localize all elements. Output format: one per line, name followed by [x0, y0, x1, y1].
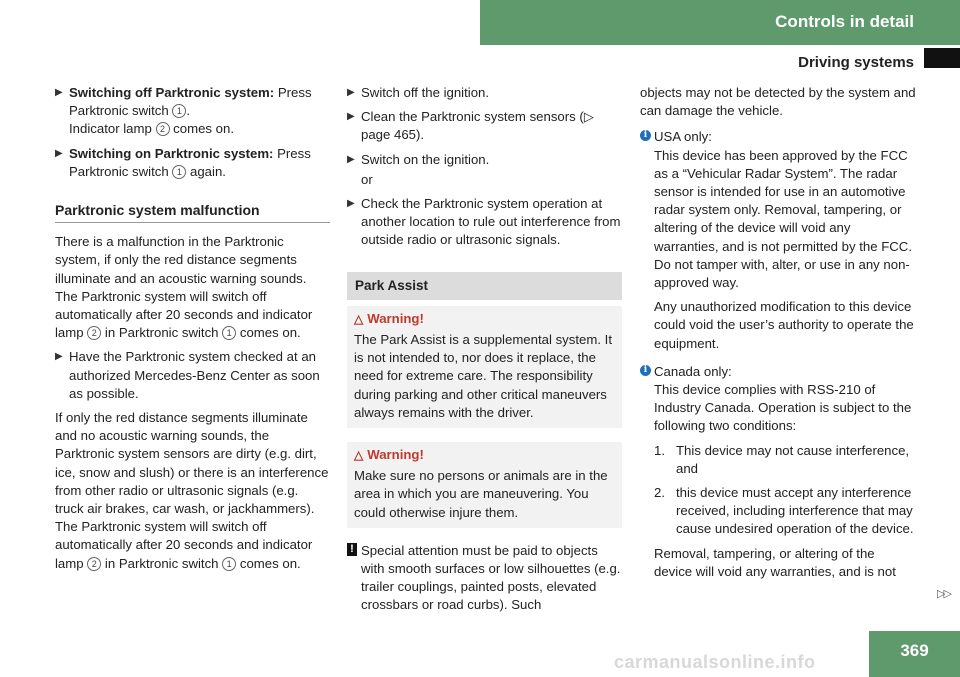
list-text: This device may not cause interference, and	[676, 442, 910, 476]
heading-malfunction: Parktronic system malfunction	[55, 201, 330, 223]
info-icon: i	[640, 130, 651, 141]
callout-2-icon: 2	[87, 326, 101, 340]
info-text: Any unauthorized modification to this device could void the user’s authority to operate the equipment.	[654, 299, 914, 351]
instruction-text: Clean the Parktronic system sensors (	[361, 109, 584, 125]
info-title: Canada only:	[654, 363, 732, 379]
step-check-location	[347, 195, 622, 250]
warning-text: The Park Assist is a supplemental system. It is not intended to, nor does it replace, the need for extreme care. The responsibility during parking and other critical maneuvers always remains with the driver.	[354, 332, 612, 420]
warning-label: Warning!	[367, 310, 424, 326]
info-text: Removal, tampering, or altering of the device will void any warranties, and is not	[654, 545, 896, 579]
watermark: carmanualsonline.info	[614, 652, 816, 672]
text: in Parktronic switch	[101, 555, 223, 571]
instruction-text: ).	[416, 127, 425, 143]
instruction-text: .	[186, 103, 191, 119]
text: comes on.	[236, 555, 301, 571]
or-text: or	[361, 171, 373, 187]
instruction-text: Switch off the ignition.	[361, 85, 490, 100]
text: There is a malfunction in the Parktronic system, if only the red distance segments illuminate and an acoustic warning sounds. The Parktronic system will switch off automatically after 20 seconds and indicator lamp	[55, 234, 313, 341]
instruction-title: Switching off Parktronic system:	[69, 85, 275, 100]
list-item	[654, 484, 916, 539]
park-assist-heading: Park Assist	[347, 272, 622, 300]
warning-box-1	[347, 306, 622, 428]
note-text: Special attention must be paid to objects with smooth surfaces or low silhouettes (e.g. trailer couplings, painted posts, elevated crossbars or road curbs). Such	[361, 542, 621, 613]
info-text: This device has been approved by the FCC as a “Vehicular Radar System”. The radar sensor is intended for use in an automotive radar system only. Removal, tampering, or altering of the device will void any warranties, and is not permitted by the FCC. Do not tamper with, alter, or use in any non-approved way.	[654, 147, 912, 291]
info-usa	[640, 128, 916, 352]
column-3	[640, 84, 916, 587]
callout-1-icon: 1	[222, 557, 236, 571]
instruction-check	[55, 348, 330, 403]
text: If only the red distance segments illuminate and no acoustic warning sounds, the Parktronic system sensors are dirty (e.g. dirt, ice, snow and slush) or there is an interference from other radio or ultrasonic signals (e.g. truck air brakes, car wash, or jackhammers). The Parktronic system will switch off automatically after 20 seconds and indicator lamp	[55, 410, 329, 571]
instruction-text: Press Parktronic switch	[69, 85, 312, 119]
continued-icon: ▷▷	[937, 588, 950, 600]
page-reference-link[interactable]: ▷ page 465	[361, 109, 594, 143]
warning-triangle-icon: △	[354, 448, 364, 463]
paragraph-dirty-sensors	[55, 409, 330, 573]
instruction-switch-on	[55, 145, 330, 181]
text: in Parktronic switch	[101, 325, 223, 341]
section-title: Controls in detail	[775, 12, 914, 31]
callout-1-icon: 1	[172, 104, 186, 118]
column-2	[347, 84, 622, 615]
warning-text: Make sure no persons or animals are in the area in which you are maneuvering. You could otherwise injure them.	[354, 468, 608, 520]
list-number: 1.	[654, 442, 665, 458]
arrow-right-icon: ▶	[347, 198, 355, 210]
list-number: 2.	[654, 485, 665, 501]
arrow-right-icon: ▶	[347, 87, 355, 98]
instruction-switch-off	[55, 84, 330, 139]
instruction-text: comes on.	[169, 121, 235, 137]
instruction-text: Switch on the ignition.	[361, 151, 490, 167]
callout-2-icon: 2	[87, 557, 101, 571]
instruction-text: again.	[186, 163, 226, 179]
warning-box-2	[347, 442, 622, 528]
arrow-right-icon: ▶	[55, 87, 63, 98]
warning-title	[354, 446, 615, 464]
paragraph-malfunction	[55, 233, 330, 342]
text: comes on.	[236, 325, 301, 341]
arrow-right-icon: ▶	[347, 111, 355, 123]
step-ignition-off	[347, 84, 622, 102]
list-item	[654, 442, 916, 478]
page-number: 369	[869, 631, 960, 677]
warning-triangle-icon: △	[354, 311, 364, 326]
warning-title	[354, 310, 615, 328]
instruction-text: Have the Parktronic system checked at an authorized Mercedes-Benz Center as soon as possible.	[69, 349, 320, 401]
info-canada	[640, 363, 916, 581]
warning-label: Warning!	[367, 447, 424, 463]
info-title: USA only:	[654, 129, 712, 145]
paragraph-continued: objects may not be detected by the system and can damage the vehicle.	[640, 85, 916, 119]
instruction-text: Check the Parktronic system operation at another location to rule out interference from outside radio or ultrasonic signals.	[361, 196, 621, 248]
list-text: this device must accept any interference received, including interference that may cause undesired operation of the device.	[676, 485, 914, 537]
info-text: This device complies with RSS-210 of Industry Canada. Operation is subject to the following two conditions:	[654, 382, 912, 434]
exclamation-icon: !	[347, 543, 357, 556]
info-icon: i	[640, 365, 651, 376]
callout-2-icon: 2	[156, 122, 170, 136]
callout-1-icon: 1	[172, 165, 186, 179]
instruction-text: Indicator lamp	[69, 121, 156, 137]
instruction-text: Press Parktronic switch	[69, 145, 311, 179]
column-1	[55, 84, 330, 579]
callout-1-icon: 1	[222, 326, 236, 340]
arrow-right-icon: ▶	[347, 153, 355, 165]
step-ignition-on	[347, 151, 622, 169]
arrow-right-icon: ▶	[55, 147, 63, 159]
arrow-right-icon: ▶	[55, 351, 63, 363]
instruction-title: Switching on Parktronic system:	[69, 145, 274, 161]
note-attention	[347, 542, 622, 615]
subsection-title: Driving systems	[798, 54, 914, 71]
step-clean-sensors	[347, 108, 622, 144]
header-marker	[924, 48, 960, 68]
